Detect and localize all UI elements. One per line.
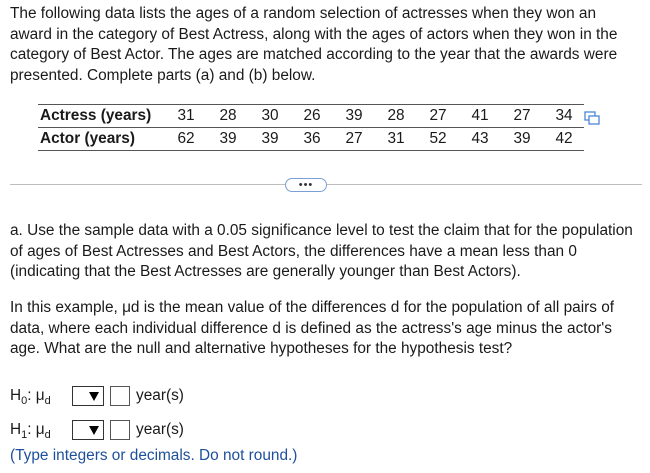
table-cell: 39 xyxy=(248,128,290,151)
mu-symbol: : μ xyxy=(27,387,45,404)
table-row xyxy=(38,105,584,128)
table-cell: 39 xyxy=(206,128,248,151)
mu-symbol: : μ xyxy=(27,421,45,438)
h-subscript: 0 xyxy=(21,395,28,407)
table-cell: 27 xyxy=(416,105,458,128)
copy-icon[interactable] xyxy=(584,111,600,125)
null-hypothesis-label xyxy=(10,387,72,405)
table-cell: 27 xyxy=(500,105,542,128)
problem-intro: The following data lists the ages of a random selection of actresses when they won an award in the category of Best Actress, along with the ages of actors when they won in the category of Best Actor. The ages are matched according to the year that the awards were presented. Complete parts (a) and (b) below. xyxy=(10,5,618,84)
h-subscript: 1 xyxy=(21,429,28,441)
example-description: In this example, μd is the mean value of the differences d for the population of all pairs of data, where each individual difference d is defined as the actress's age minus the actor's age. What are the null and alternative hypotheses for the hypothesis test? xyxy=(10,299,615,357)
table-cell: 30 xyxy=(248,105,290,128)
table-cell: 43 xyxy=(458,128,500,151)
table-cell: 31 xyxy=(374,128,416,151)
table-cell: 28 xyxy=(374,105,416,128)
table-cell: 39 xyxy=(500,128,542,151)
alternative-operator-select[interactable] xyxy=(72,420,104,440)
null-hypothesis-row xyxy=(10,385,184,407)
table-cell: 28 xyxy=(206,105,248,128)
alternative-value-input[interactable] xyxy=(110,420,130,440)
h-symbol: H xyxy=(10,421,22,438)
dropdown-triangle-icon xyxy=(89,426,99,435)
table-cell: 26 xyxy=(290,105,332,128)
alternative-hypothesis-label xyxy=(10,421,72,439)
mu-subscript: d xyxy=(44,395,51,407)
table-cell: 34 xyxy=(542,105,584,128)
table-cell: 52 xyxy=(416,128,458,151)
table-cell: 39 xyxy=(332,105,374,128)
row-label-actress: Actress (years) xyxy=(38,105,164,128)
table-cell: 31 xyxy=(164,105,206,128)
table-cell: 27 xyxy=(332,128,374,151)
table-row xyxy=(38,128,584,151)
table-cell: 42 xyxy=(542,128,584,151)
unit-label: year(s) xyxy=(136,387,184,404)
null-operator-select[interactable] xyxy=(72,386,104,406)
alternative-hypothesis-row xyxy=(10,419,184,441)
table-cell: 62 xyxy=(164,128,206,151)
row-label-actor: Actor (years) xyxy=(38,128,164,151)
table-cell: 41 xyxy=(458,105,500,128)
mu-subscript: d xyxy=(44,429,51,441)
part-a-question: a. Use the sample data with a 0.05 significance level to test the claim that for the population of ages of Best Actresses and Best Actors, the differences have a mean less than 0 (indicating that the Best Actresses are generally younger than Best Actors). xyxy=(10,222,633,280)
h-symbol: H xyxy=(10,387,22,404)
table-cell: 36 xyxy=(290,128,332,151)
dropdown-triangle-icon xyxy=(89,392,99,401)
unit-label: year(s) xyxy=(136,421,184,438)
null-value-input[interactable] xyxy=(110,386,130,406)
answer-format-hint: (Type integers or decimals. Do not round.) xyxy=(10,447,298,464)
data-table xyxy=(38,104,584,151)
expand-button[interactable]: ••• xyxy=(285,178,327,192)
